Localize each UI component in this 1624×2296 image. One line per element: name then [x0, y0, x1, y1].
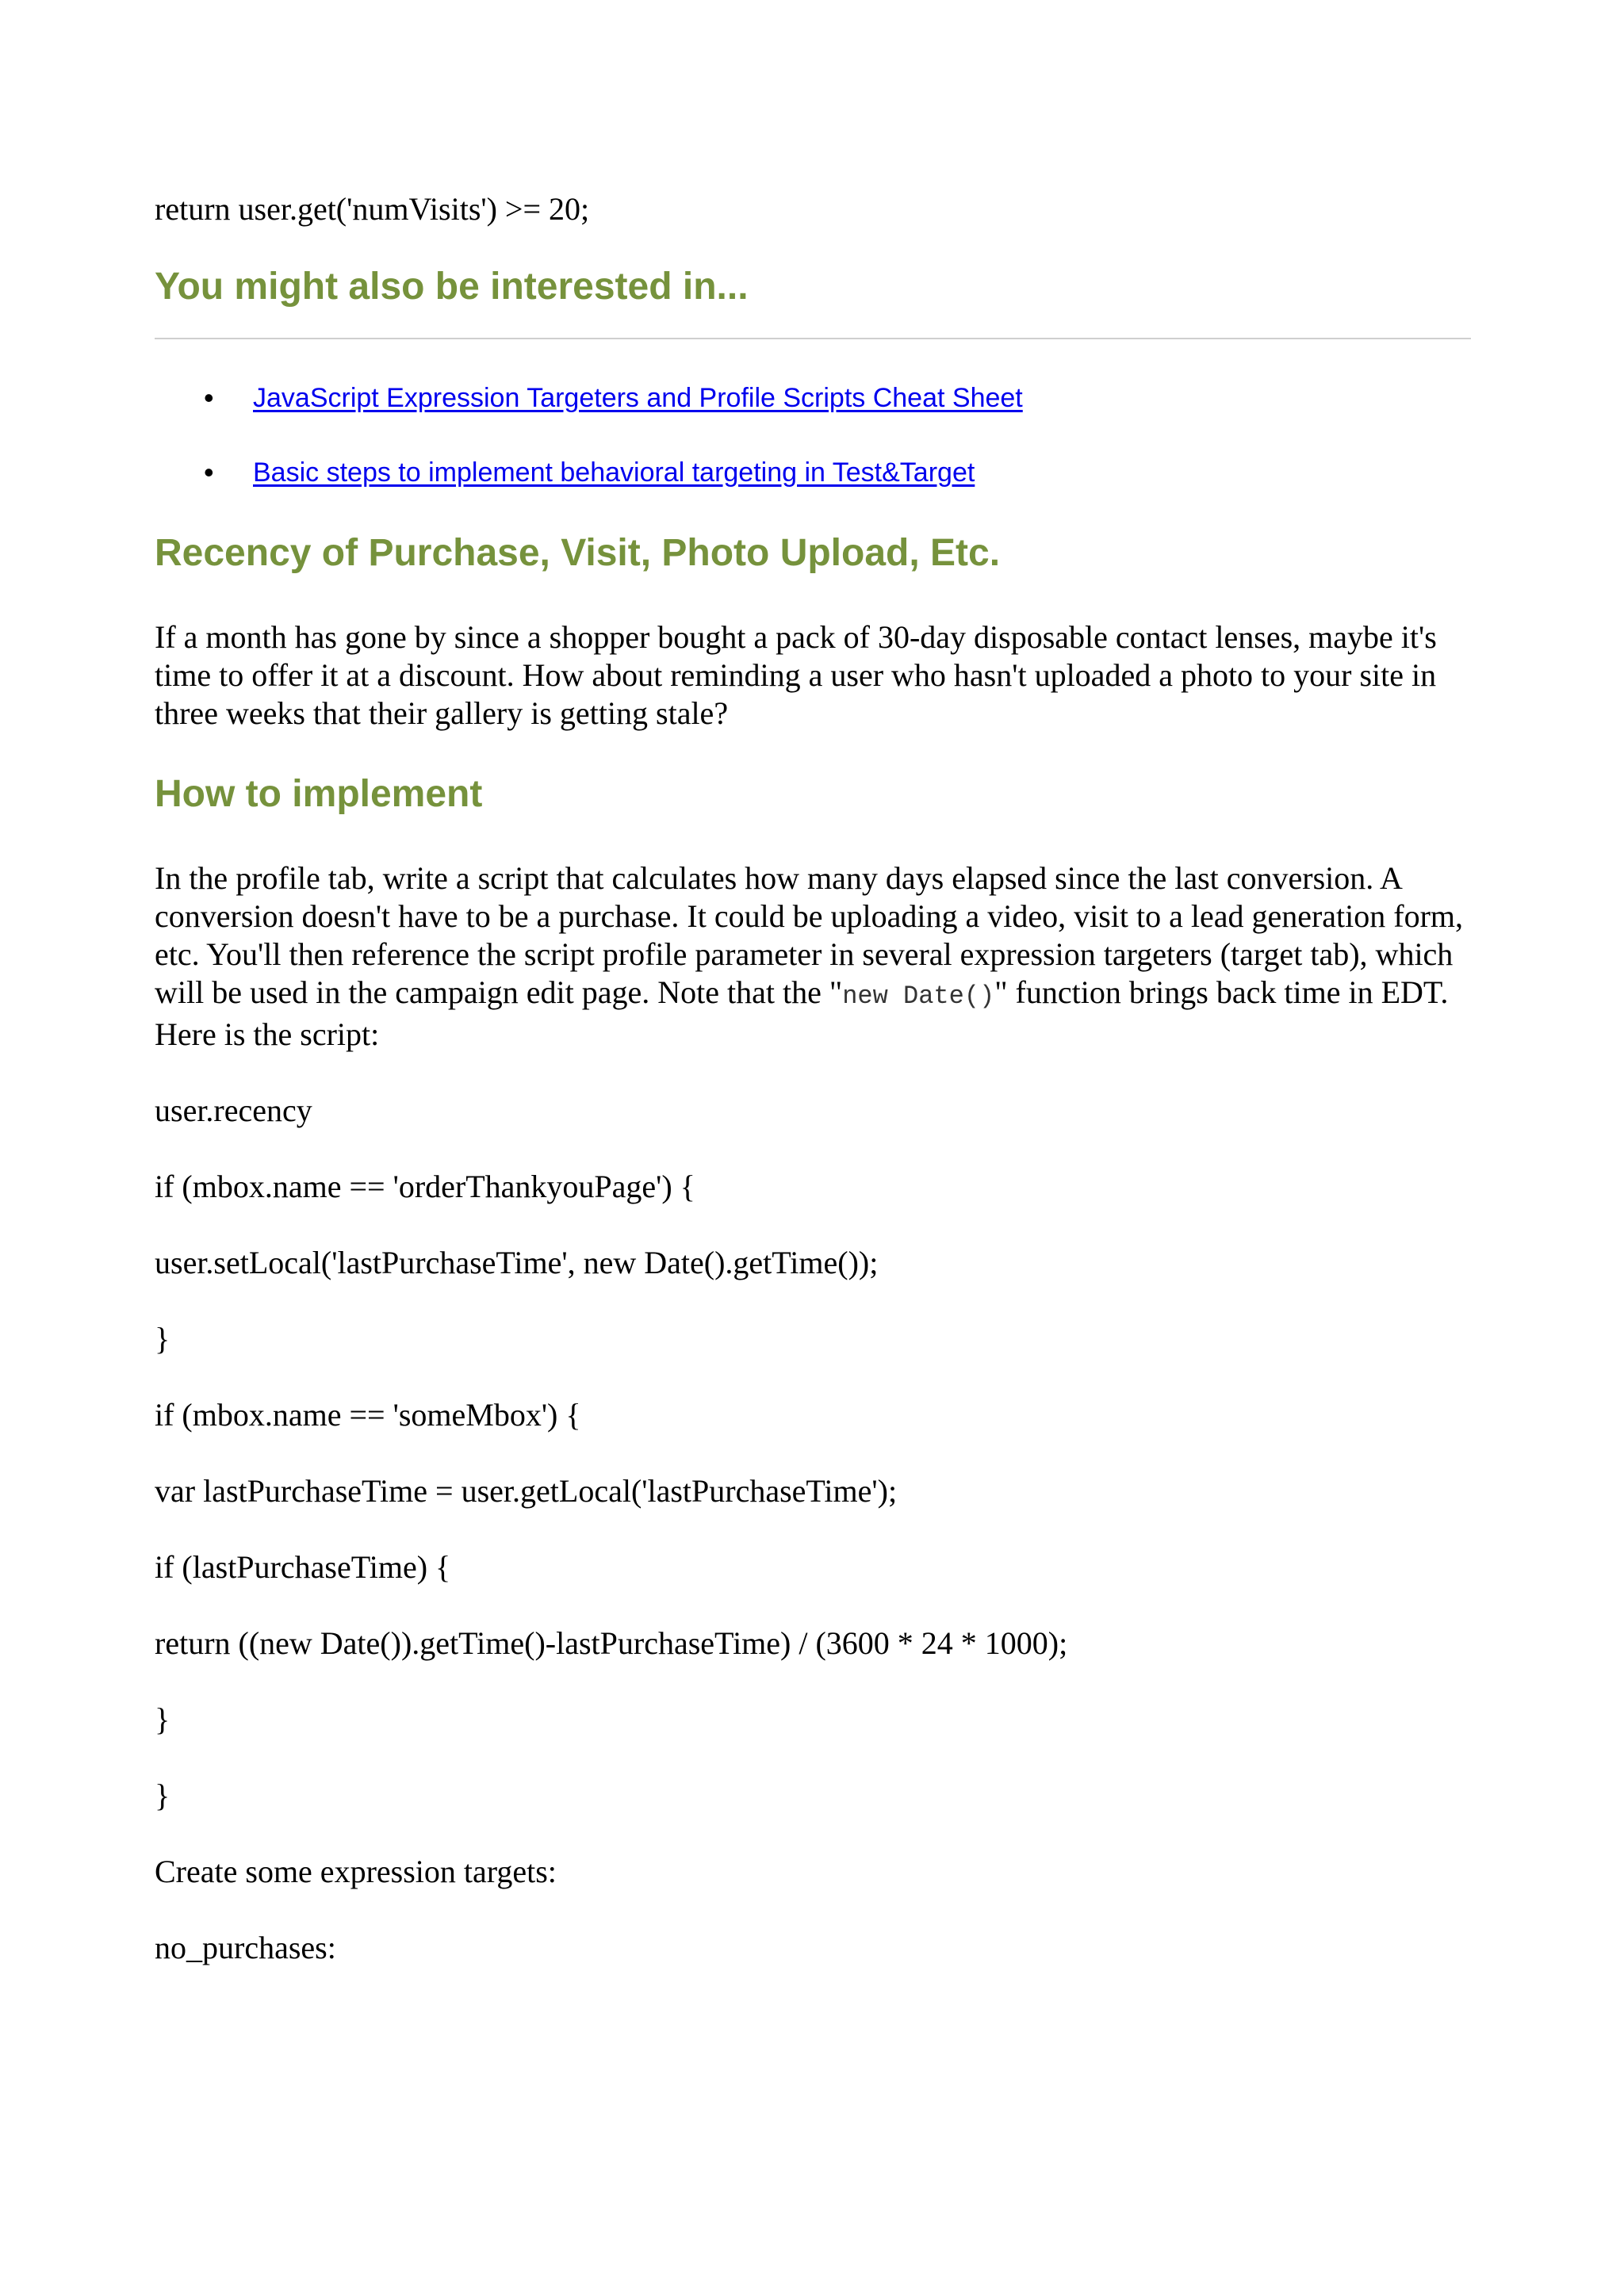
script-line: user.setLocal('lastPurchaseTime', new Date().getTime());	[155, 1245, 879, 1280]
script-line: var lastPurchaseTime = user.getLocal('lastPurchaseTime');	[155, 1473, 898, 1509]
expression-name: no_purchases:	[155, 1930, 336, 1965]
bullet-icon: •	[204, 456, 214, 488]
inline-code: new Date()	[842, 982, 995, 1011]
implement-heading: How to implement	[155, 773, 483, 815]
expression-intro: Create some expression targets:	[155, 1854, 557, 1889]
related-link-item	[155, 381, 1471, 415]
intro-code-line: return user.get('numVisits') >= 20;	[155, 191, 590, 227]
implement-paragraph	[155, 859, 1471, 1054]
script-line: user.recency	[155, 1093, 312, 1128]
related-heading: You might also be interested in...	[155, 266, 749, 308]
script-line: if (lastPurchaseTime) {	[155, 1549, 451, 1585]
recency-paragraph: If a month has gone by since a shopper bought a pack of 30-day disposable contact lenses, maybe it's time to offer it at a discount. How about reminding a user who hasn't uploaded a photo to your site in three weeks that their gallery is getting stale?	[155, 619, 1437, 731]
document-page	[155, 190, 1471, 2005]
script-line: }	[155, 1777, 170, 1813]
script-line: }	[155, 1701, 170, 1737]
horizontal-rule	[155, 338, 1471, 339]
script-line: }	[155, 1321, 170, 1357]
related-links-list	[155, 381, 1471, 490]
link-cheat-sheet[interactable]: JavaScript Expression Targeters and Profile Scripts Cheat Sheet	[253, 383, 1023, 413]
recency-heading: Recency of Purchase, Visit, Photo Upload, Etc.	[155, 532, 1001, 574]
bullet-icon: •	[204, 381, 214, 414]
link-behavioral-targeting[interactable]: Basic steps to implement behavioral targeting in Test&Target	[253, 457, 975, 488]
script-line: return ((new Date()).getTime()-lastPurchaseTime) / (3600 * 24 * 1000);	[155, 1625, 1068, 1661]
related-link-item	[155, 455, 1471, 490]
implement-text-after: " function brings back time in EDT. Here is the script:	[155, 974, 1449, 1052]
script-line: if (mbox.name == 'orderThankyouPage') {	[155, 1169, 695, 1204]
script-line: if (mbox.name == 'someMbox') {	[155, 1397, 581, 1433]
implement-text-before: In the profile tab, write a script that calculates how many days elapsed since the last conversion. A conversion doesn't have to be a purchase. It could be uploading a video, visit to a lead generation form, etc. You'll then reference the script profile parameter in several expression targeters (target tab), which will be used in the campaign edit page. Note that the "	[155, 860, 1464, 1010]
